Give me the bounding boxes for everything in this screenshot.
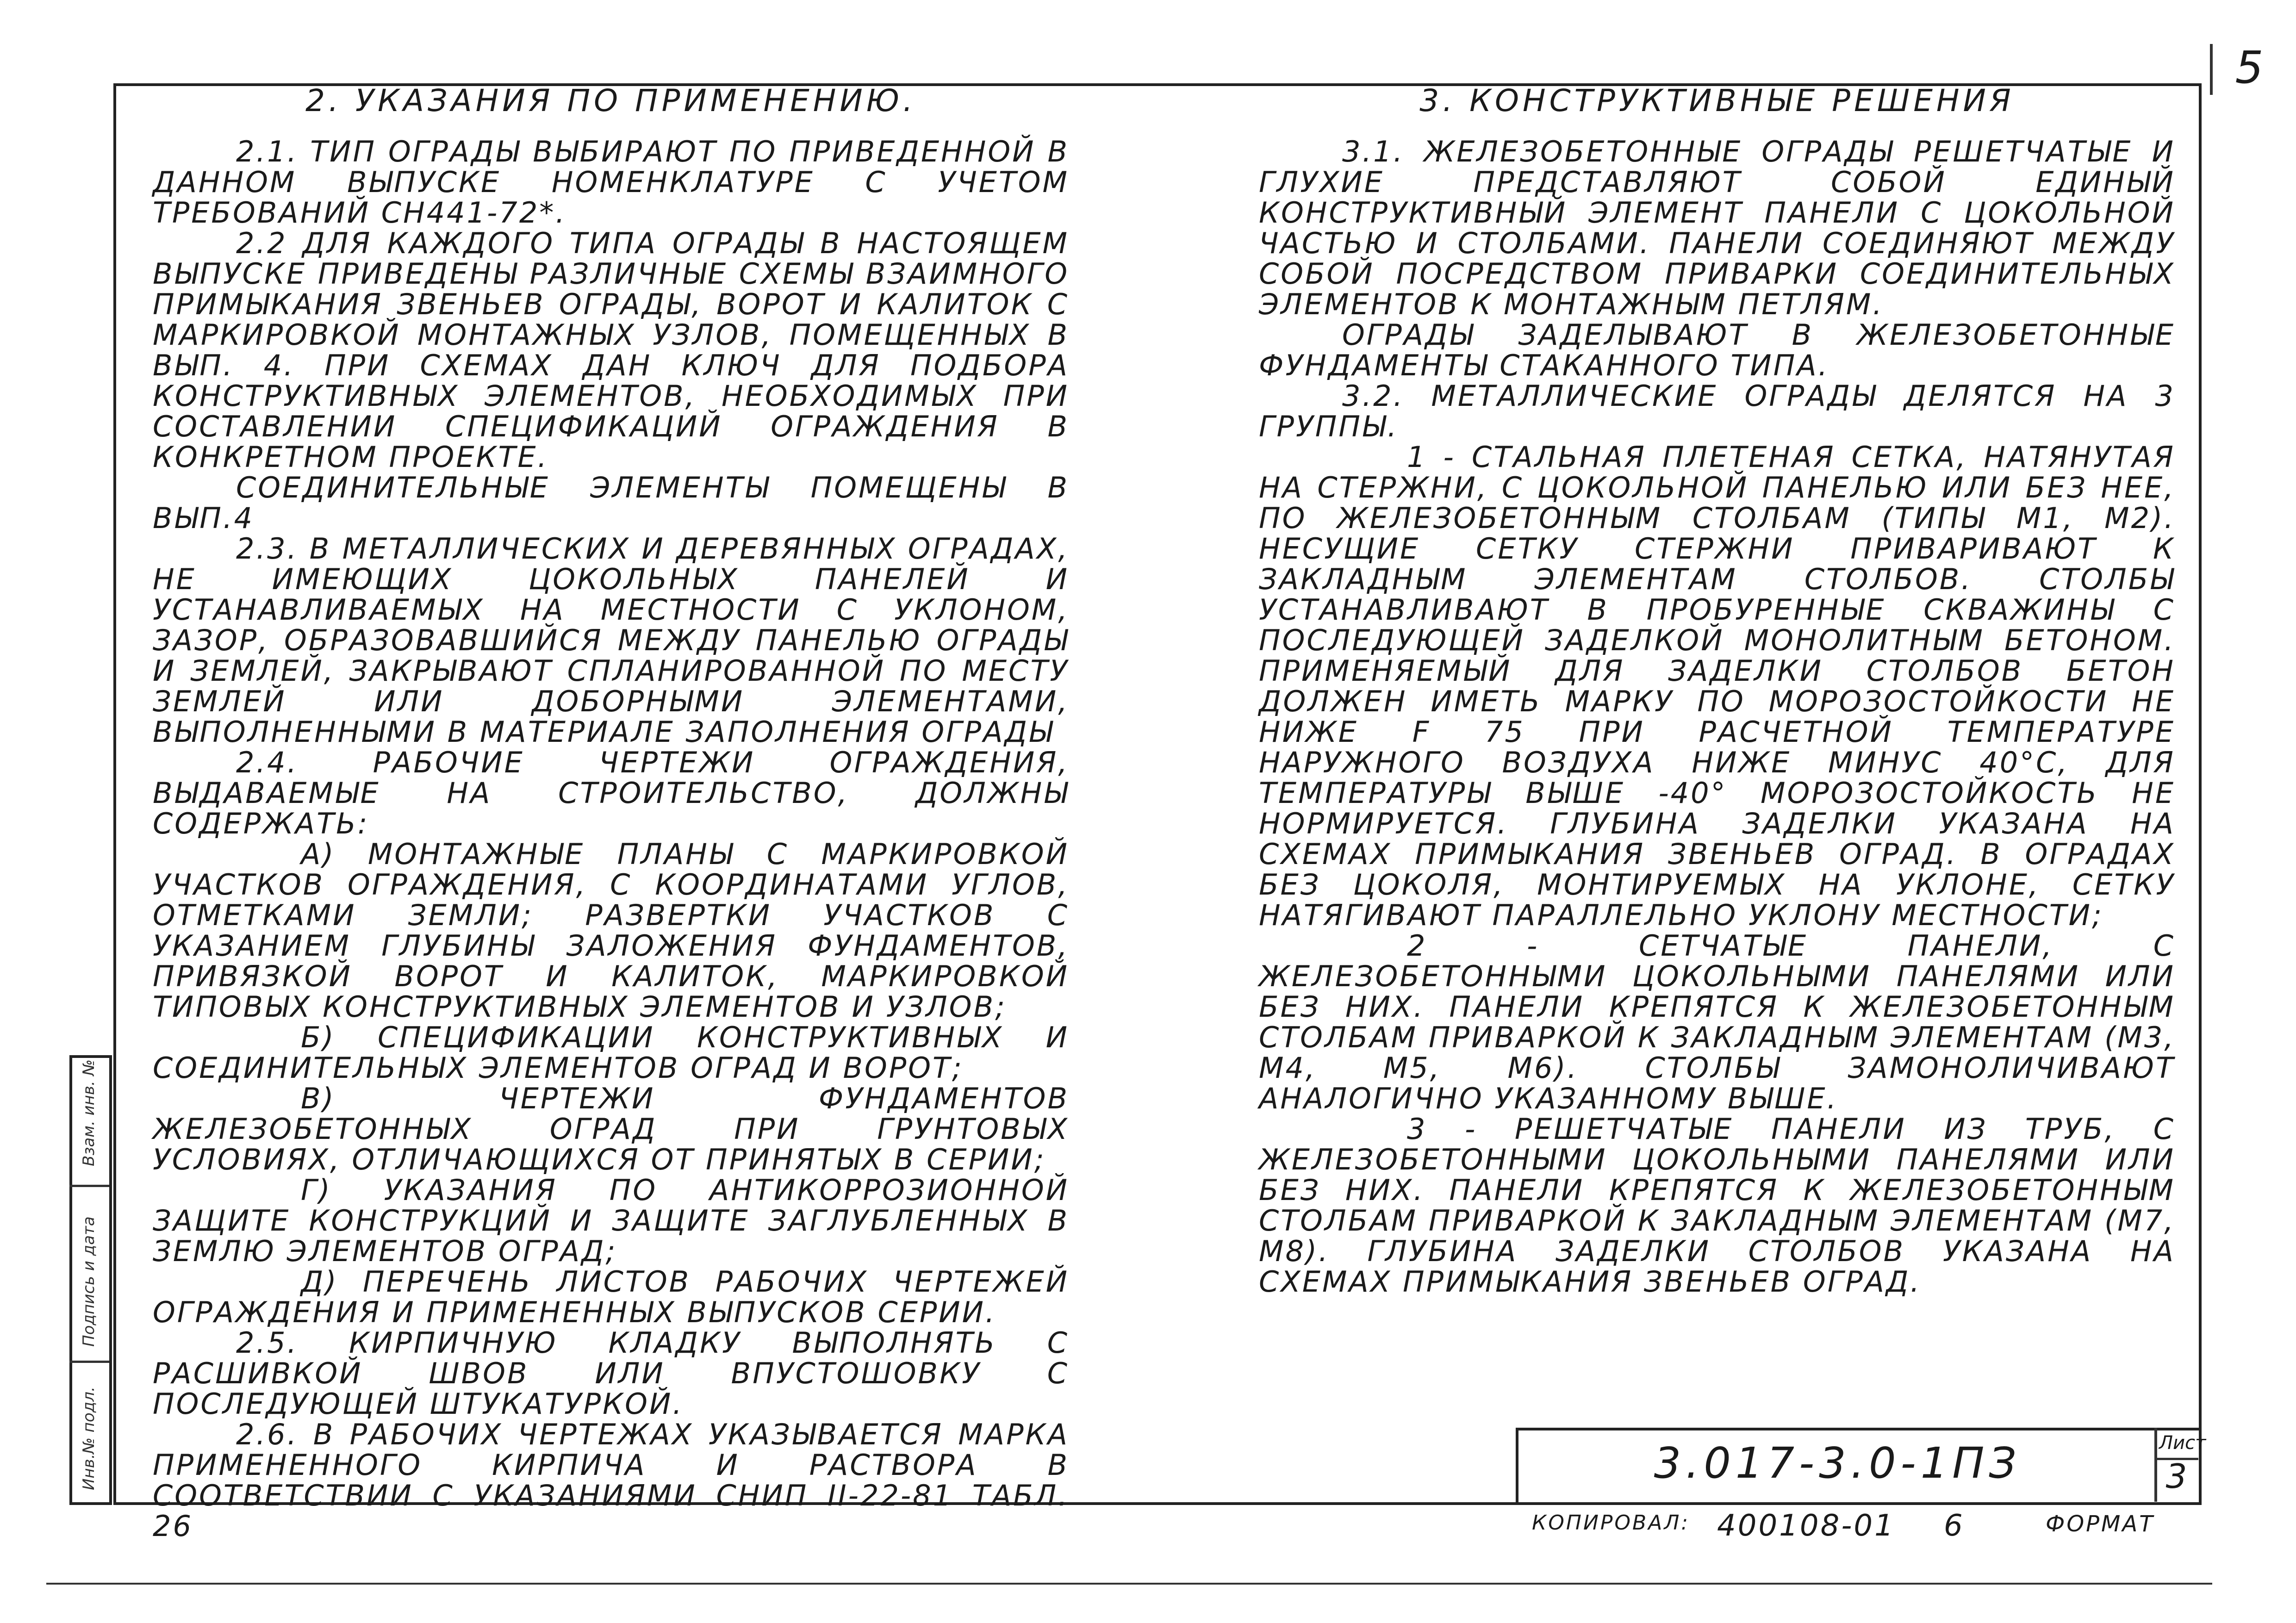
side-stamp-label-c: Взам. инв. №	[80, 1059, 98, 1166]
left-column	[153, 83, 1069, 1543]
list-item: 3 - РЕШЕТЧАТЫЕ ПАНЕЛИ ИЗ ТРУБ, С ЖЕЛЕЗОБЕТОННЫМИ ЦОКОЛЬНЫМИ ПАНЕЛЯМИ ИЛИ БЕЗ НИХ. ПАНЕЛИ КРЕПЯТСЯ К ЖЕЛЕЗОБЕТОННЫМ СТОЛБАМ ПРИВАРКОЙ К ЗАКЛАДНЫМ ЭЛЕМЕНТАМ (М7, М8). ГЛУБИНА ЗАДЕЛКИ СТОЛБОВ УКАЗАНА НА СХЕМАХ ПРИМЫКАНИЯ ЗВЕНЬЕВ ОГРАД.	[1259, 1112, 2175, 1299]
paragraph: СОЕДИНИТЕЛЬНЫЕ ЭЛЕМЕНТЫ ПОМЕЩЕНЫ В ВЫП.4	[153, 471, 1069, 535]
side-stamp-divider-1	[69, 1185, 109, 1187]
paragraph: 2.4. РАБОЧИЕ ЧЕРТЕЖИ ОГРАЖДЕНИЯ, ВЫДАВАЕМЫЕ НА СТРОИТЕЛЬСТВО, ДОЛЖНЫ СОДЕРЖАТЬ:	[153, 746, 1069, 840]
side-stamp-divider-2	[69, 1361, 109, 1363]
side-stamp-label-b: Подпись и дата	[80, 1216, 98, 1347]
document-code: 3.017-3.0-1ПЗ	[1654, 1438, 2021, 1488]
list-item: Г) УКАЗАНИЯ ПО АНТИКОРРОЗИОННОЙ ЗАЩИТЕ КОНСТРУКЦИЙ И ЗАЩИТЕ ЗАГЛУБЛЕННЫХ В ЗЕМЛЮ ЭЛЕМЕНТОВ ОГРАД;	[153, 1173, 1069, 1268]
paragraph: 2.3. В МЕТАЛЛИЧЕСКИХ И ДЕРЕВЯННЫХ ОГРАДАХ, НЕ ИМЕЮЩИХ ЦОКОЛЬНЫХ ПАНЕЛЕЙ И УСТАНАВЛИВАЕМЫХ НА МЕСТНОСТИ С УКЛОНОМ, ЗАЗОР, ОБРАЗОВАВШИЙСЯ МЕЖДУ ПАНЕЛЬЮ ОГРАДЫ И ЗЕМЛЕЙ, ЗАКРЫВАЮТ СПЛАНИРОВАННОЙ ПО МЕСТУ ЗЕМЛЕЙ ИЛИ ДОБОРНЫМИ ЭЛЕМЕНТАМИ, ВЫПОЛНЕННЫМИ В МАТЕРИАЛЕ ЗАПОЛНЕНИЯ ОГРАДЫ	[153, 532, 1069, 749]
copied-number: 6	[1944, 1509, 1965, 1543]
list-item: 2 - СЕТЧАТЫЕ ПАНЕЛИ, С ЖЕЛЕЗОБЕТОННЫМИ ЦОКОЛЬНЫМИ ПАНЕЛЯМИ ИЛИ БЕЗ НИХ. ПАНЕЛИ КРЕПЯТСЯ К ЖЕЛЕЗОБЕТОННЫМ СТОЛБАМ ПРИВАРКОЙ К ЗАКЛАДНЫМ ЭЛЕМЕНТАМ (М3, М4, М5, М6). СТОЛБЫ ЗАМОНОЛИЧИВАЮТ АНАЛОГИЧНО УКАЗАННОМУ ВЫШЕ.	[1259, 929, 2175, 1115]
paragraph: ОГРАДЫ ЗАДЕЛЫВАЮТ В ЖЕЛЕЗОБЕТОННЫЕ ФУНДАМЕНТЫ СТАКАННОГО ТИПА.	[1259, 318, 2175, 382]
list-item: В) ЧЕРТЕЖИ ФУНДАМЕНТОВ ЖЕЛЕЗОБЕТОННЫХ ОГРАД ПРИ ГРУНТОВЫХ УСЛОВИЯХ, ОТЛИЧАЮЩИХСЯ ОТ ПРИНЯТЫХ В СЕРИИ;	[153, 1082, 1069, 1176]
right-column	[1259, 83, 2175, 1299]
list-item: 1 - СТАЛЬНАЯ ПЛЕТЕНАЯ СЕТКА, НАТЯНУТАЯ НА СТЕРЖНИ, С ЦОКОЛЬНОЙ ПАНЕЛЬЮ ИЛИ БЕЗ НЕЕ, ПО ЖЕЛЕЗОБЕТОННЫМ СТОЛБАМ (ТИПЫ М1, М2). НЕСУЩИЕ СЕТКУ СТЕРЖНИ ПРИВАРИВАЮТ К ЗАКЛАДНЫМ ЭЛЕМЕНТАМ СТОЛБОВ. СТОЛБЫ УСТАНАВЛИВАЮТ В ПРОБУРЕННЫЕ СКВАЖИНЫ С ПОСЛЕДУЮЩЕЙ ЗАДЕЛКОЙ МОНОЛИТНЫМ БЕТОНОМ. ПРИМЕНЯЕМЫЙ ДЛЯ ЗАДЕЛКИ СТОЛБОВ БЕТОН ДОЛЖЕН ИМЕТЬ МАРКУ ПО МОРОЗОСТОЙКОСТИ НЕ НИЖЕ F 75 ПРИ РАСЧЕТНОЙ ТЕМПЕРАТУРЕ НАРУЖНОГО ВОЗДУХА НИЖЕ МИНУС 40°С, ДЛЯ ТЕМПЕРАТУРЫ ВЫШЕ -40° МОРОЗОСТОЙКОСТЬ НЕ НОРМИРУЕТСЯ. ГЛУБИНА ЗАДЕЛКИ УКАЗАНА НА СХЕМАХ ПРИМЫКАНИЯ ЗВЕНЬЕВ ОГРАД. В ОГРАДАХ БЕЗ ЦОКОЛЯ, МОНТИРУЕМЫХ НА УКЛОНЕ, СЕТКУ НАТЯГИВАЮТ ПАРАЛЛЕЛЬНО УКЛОНУ МЕСТНОСТИ;	[1259, 440, 2175, 932]
side-stamp-label-a: Инв.№ подл.	[80, 1387, 98, 1490]
paragraph: 3.2. МЕТАЛЛИЧЕСКИЕ ОГРАДЫ ДЕЛЯТСЯ НА 3 ГРУППЫ.	[1259, 379, 2175, 443]
paragraph: 2.1. ТИП ОГРАДЫ ВЫБИРАЮТ ПО ПРИВЕДЕННОЙ В ДАННОМ ВЫПУСКЕ НОМЕНКЛАТУРЕ С УЧЕТОМ ТРЕБОВАНИЙ СН441-72*.	[153, 135, 1069, 230]
paragraph: 3.1. ЖЕЛЕЗОБЕТОННЫЕ ОГРАДЫ РЕШЕТЧАТЫЕ И ГЛУХИЕ ПРЕДСТАВЛЯЮТ СОБОЙ ЕДИНЫЙ КОНСТРУКТИВНЫЙ ЭЛЕМЕНТ ПАНЕЛИ С ЦОКОЛЬНОЙ ЧАСТЬЮ И СТОЛБАМИ. ПАНЕЛИ СОЕДИНЯЮТ МЕЖДУ СОБОЙ ПОСРЕДСТВОМ ПРИВАРКИ СОЕДИНИТЕЛЬНЫХ ЭЛЕМЕНТОВ К МОНТАЖНЫМ ПЕТЛЯМ.	[1259, 135, 2175, 321]
list-item: Д) ПЕРЕЧЕНЬ ЛИСТОВ РАБОЧИХ ЧЕРТЕЖЕЙ ОГРАЖДЕНИЯ И ПРИМЕНЕННЫХ ВЫПУСКОВ СЕРИИ.	[153, 1265, 1069, 1329]
copied-order: 400108-01	[1717, 1509, 1895, 1543]
sheet-label: Лист	[2159, 1432, 2206, 1454]
bottom-edge-line	[46, 1583, 2212, 1585]
section-2-heading: 2. УКАЗАНИЯ ПО ПРИМЕНЕНИЮ.	[305, 83, 917, 118]
sheet-number: 3	[2165, 1457, 2187, 1496]
copied-format: ФОРМАТ	[2046, 1511, 2155, 1537]
list-item: А) МОНТАЖНЫЕ ПЛАНЫ С МАРКИРОВКОЙ УЧАСТКОВ ОГРАЖДЕНИЯ, С КООРДИНАТАМИ УГЛОВ, ОТМЕТКАМИ ЗЕМЛИ; РАЗВЕРТКИ УЧАСТКОВ С УКАЗАНИЕМ ГЛУБИНЫ ЗАЛОЖЕНИЯ ФУНДАМЕНТОВ, ПРИВЯЗКОЙ ВОРОТ И КАЛИТОК, МАРКИРОВКОЙ ТИПОВЫХ КОНСТРУКТИВНЫХ ЭЛЕМЕНТОВ И УЗЛОВ;	[153, 837, 1069, 1024]
section-3-heading: 3. КОНСТРУКТИВНЫЕ РЕШЕНИЯ	[1419, 83, 2015, 118]
paragraph: 2.6. В РАБОЧИХ ЧЕРТЕЖАХ УКАЗЫВАЕТСЯ МАРКА ПРИМЕНЕННОГО КИРПИЧА И РАСТВОРА В СООТВЕТСТВИИ С УКАЗАНИЯМИ СНИП II-22-81 ТАБЛ. 26	[153, 1418, 1069, 1543]
page-number-top: 5	[2235, 42, 2264, 93]
paragraph: 2.2 ДЛЯ КАЖДОГО ТИПА ОГРАДЫ В НАСТОЯЩЕМ ВЫПУСКЕ ПРИВЕДЕНЫ РАЗЛИЧНЫЕ СХЕМЫ ВЗАИМНОГО ПРИМЫКАНИЯ ЗВЕНЬЕВ ОГРАДЫ, ВОРОТ И КАЛИТОК С МАРКИРОВКОЙ МОНТАЖНЫХ УЗЛОВ, ПОМЕЩЕННЫХ В ВЫП. 4. ПРИ СХЕМАХ ДАН КЛЮЧ ДЛЯ ПОДБОРА КОНСТРУКТИВНЫХ ЭЛЕМЕНТОВ, НЕОБХОДИМЫХ ПРИ СОСТАВЛЕНИИ СПЕЦИФИКАЦИЙ ОГРАЖДЕНИЯ В КОНКРЕТНОМ ПРОЕКТЕ.	[153, 226, 1069, 474]
copied-label: КОПИРОВАЛ:	[1532, 1511, 1690, 1535]
paragraph: 2.5. КИРПИЧНУЮ КЛАДКУ ВЫПОЛНЯТЬ С РАСШИВКОЙ ШВОВ ИЛИ ВПУСТОШОВКУ С ПОСЛЕДУЮЩЕЙ ШТУКАТУРКОЙ.	[153, 1326, 1069, 1421]
list-item: Б) СПЕЦИФИКАЦИИ КОНСТРУКТИВНЫХ И СОЕДИНИТЕЛЬНЫХ ЭЛЕМЕНТОВ ОГРАД И ВОРОТ;	[153, 1020, 1069, 1085]
page-number-box-left	[2210, 44, 2213, 95]
